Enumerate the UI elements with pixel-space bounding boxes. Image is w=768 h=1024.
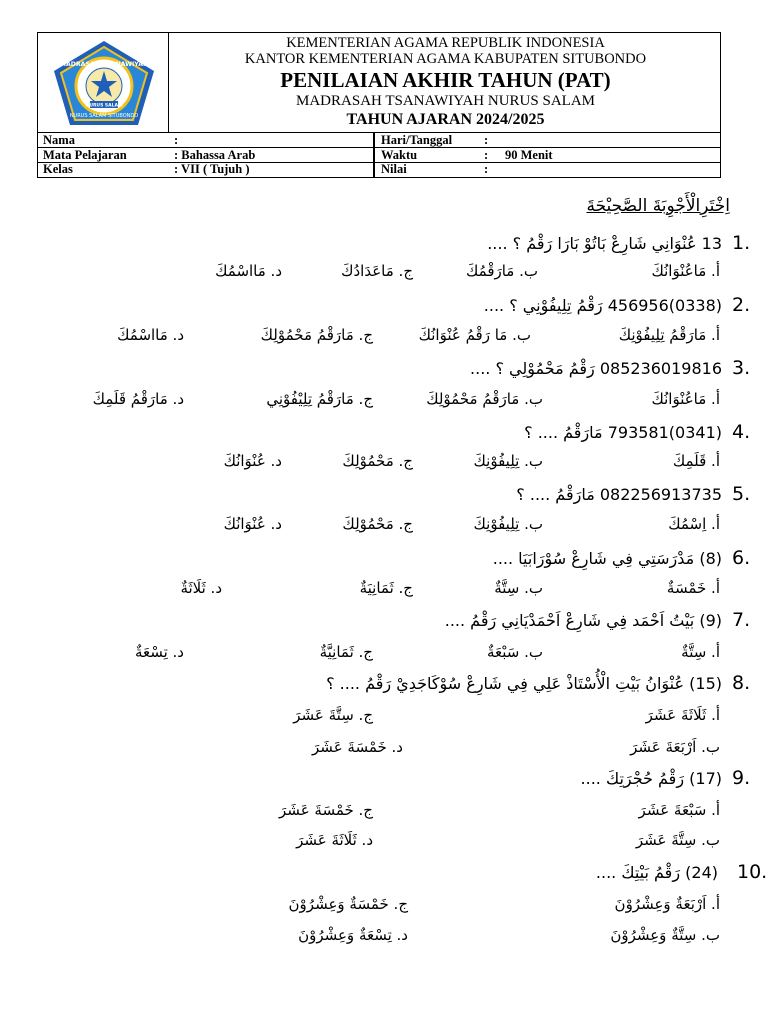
waktu-colon: : bbox=[484, 148, 489, 162]
ministry-line: KEMENTERIAN AGAMA REPUBLIK INDONESIA bbox=[286, 35, 605, 51]
question-number: 2. bbox=[732, 294, 751, 316]
option-a[interactable]: أ. قَلَمِكَ bbox=[672, 452, 720, 470]
school-name: MADRASAH TSANAWIYAH NURUS SALAM bbox=[296, 93, 595, 109]
nama-value: : bbox=[174, 133, 179, 147]
option-b[interactable]: ب. مَارَقْمُ مَحْمُوْلِكَ bbox=[426, 390, 543, 408]
info-row-line-2 bbox=[38, 162, 720, 163]
option-d[interactable]: د. ثَلَاثَةَ عَشَرَ bbox=[296, 831, 373, 849]
kelas-value: : VII ( Tujuh ) bbox=[174, 162, 250, 176]
option-d[interactable]: د. مَااسْمُكَ bbox=[215, 262, 282, 280]
option-c[interactable]: ج. ثَمَانِيَّةٌ bbox=[319, 643, 373, 661]
nama-label: Nama bbox=[43, 133, 75, 147]
question-text: 085236019816 رَقْمُ مَحْمُوْلِي ؟ .... bbox=[470, 359, 722, 378]
option-a[interactable]: أ. مَاعُنْوَانُكَ bbox=[651, 262, 720, 280]
waktu-value: 90 Menit bbox=[505, 148, 553, 162]
option-d[interactable]: د. تِسْعَةٌ bbox=[134, 643, 184, 661]
option-a[interactable]: أ. اَرْبَعَةٌ وَعِشْرُوْنَ bbox=[614, 895, 720, 913]
question-number: 9. bbox=[732, 767, 751, 789]
kelas-label: Kelas bbox=[43, 162, 73, 176]
logo-cell bbox=[38, 33, 169, 132]
question-number: 6. bbox=[732, 547, 751, 569]
question-number: 3. bbox=[732, 357, 751, 379]
question-text: 13 عُنْوَانِي شَارِعْ بَاتُوْ بَارَا رَقْمُ ؟ .... bbox=[487, 234, 722, 253]
option-d[interactable]: د. عُنْوَانُكَ bbox=[223, 452, 282, 470]
question-text: (15) عُنْوَانُ بَيْتِ الْأُسْتَاذْ عَلِي فِي شَارِعْ سُوْكَاجَدِيْ رَقْمُ .... ؟ bbox=[326, 674, 722, 693]
nilai-label: Nilai bbox=[381, 162, 407, 176]
option-b[interactable]: ب. سِتَّةٌ وَعِشْرُوْنَ bbox=[610, 926, 720, 944]
option-a[interactable]: أ. خَمْسَةٌ bbox=[666, 579, 720, 597]
mapel-label: Mata Pelajaran bbox=[43, 148, 127, 162]
option-c[interactable]: ج. مَارَقْمُ تِلِيْفُوْنِي bbox=[266, 390, 373, 408]
letterhead bbox=[169, 33, 722, 132]
mapel-value: : Bahassa Arab bbox=[174, 148, 256, 162]
option-d[interactable]: د. تِسْعَةٌ وَعِشْرُوْنَ bbox=[298, 926, 408, 944]
logo-badge: NURUS SALAM bbox=[85, 103, 123, 109]
option-b[interactable]: ب. تِلِيفُوْنِكَ bbox=[473, 515, 543, 533]
question-number: 8. bbox=[732, 672, 751, 694]
header-frame bbox=[37, 32, 721, 178]
option-b[interactable]: ب. تِلِيفُوْنِكَ bbox=[473, 452, 543, 470]
question-number: 7. bbox=[732, 609, 751, 631]
option-a[interactable]: أ. سِتَّةٌ bbox=[681, 643, 720, 661]
option-d[interactable]: د. مَااسْمُكَ bbox=[117, 326, 184, 344]
option-a[interactable]: أ. مَارَقْمُ تِلِيفُوْنِكَ bbox=[618, 326, 720, 344]
hari-label: Hari/Tanggal bbox=[381, 133, 453, 147]
question-text: 082256913735 مَارَقْمُ .... ؟ bbox=[516, 485, 722, 504]
option-a[interactable]: أ. سَبْعَةَ عَشَرَ bbox=[638, 801, 720, 819]
option-b[interactable]: ب. مَارَقْمُكَ bbox=[466, 262, 538, 280]
question-number: 1. bbox=[732, 232, 751, 254]
question-text: (24) رَقْمُ بَيْتِكَ .... bbox=[595, 863, 718, 882]
question-text: (8) مَدْرَسَتِي فِي شَارِعْ سُوْرَابَيَا .... bbox=[492, 549, 722, 568]
info-divider bbox=[373, 133, 375, 177]
option-b[interactable]: ب. سِتَّةَ عَشَرَ bbox=[635, 831, 720, 849]
option-d[interactable]: د. عُنْوَانُكَ bbox=[223, 515, 282, 533]
hari-value: : bbox=[484, 133, 489, 147]
madrasah-logo bbox=[52, 39, 156, 127]
question-number: 10. bbox=[737, 861, 768, 883]
option-c[interactable]: ج. مَحْمُوْلِكَ bbox=[342, 515, 413, 533]
question-number: 5. bbox=[732, 483, 751, 505]
instruction: اِخْتَرِالْأَجْوِبَةَ الصَّحِيْحَةَ bbox=[586, 196, 730, 216]
nilai-value: : bbox=[484, 162, 489, 176]
option-b[interactable]: ب. مَا رَقْمُ عُنْوَانُكَ bbox=[418, 326, 531, 344]
waktu-label: Waktu bbox=[381, 148, 418, 162]
option-d[interactable]: د. ثَلَاثَةٌ bbox=[180, 579, 222, 597]
option-b[interactable]: ب. اَرْبَعَةَ عَشَرَ bbox=[630, 738, 720, 756]
question-text: (0341)793581 مَارَقْمُ .... ؟ bbox=[524, 423, 722, 442]
option-c[interactable]: ج. ثَمَانِيَةٌ bbox=[359, 579, 413, 597]
option-a[interactable]: أ. مَاعُنْوَانُكَ bbox=[651, 390, 720, 408]
logo-top-text: MADRASAH TSANAWIYAH bbox=[59, 61, 149, 68]
student-info-table bbox=[38, 132, 720, 177]
exam-title: PENILAIAN AKHIR TAHUN (PAT) bbox=[280, 68, 611, 92]
option-a[interactable]: أ. اِسْمُكَ bbox=[668, 515, 720, 533]
question-text: (9) بَيْتُ اَحْمَد فِي شَارِعْ اَحْمَدْيَانِي رَقْمُ .... bbox=[444, 611, 722, 630]
option-c[interactable]: ج. مَحْمُوْلِكَ bbox=[342, 452, 413, 470]
question-number: 4. bbox=[732, 421, 751, 443]
logo-bottom-text: NURUS SALAM SITUBONDO bbox=[69, 113, 139, 119]
academic-year: TAHUN AJARAN 2024/2025 bbox=[346, 111, 545, 128]
option-c[interactable]: ج. مَارَقْمُ مَحْمُوْلِكَ bbox=[260, 326, 373, 344]
option-d[interactable]: د. خَمْسَةَ عَشَرَ bbox=[312, 738, 403, 756]
info-row-line-1 bbox=[38, 147, 720, 148]
option-a[interactable]: أ. ثَلَاثَةَ عَشَرَ bbox=[645, 706, 720, 724]
option-b[interactable]: ب. سِتَّةٌ bbox=[494, 579, 543, 597]
option-b[interactable]: ب. سَبْعَةٌ bbox=[486, 643, 543, 661]
option-c[interactable]: ج. خَمْسَةَ عَشَرَ bbox=[279, 801, 373, 819]
option-c[interactable]: ج. خَمْسَةٌ وَعِشْرُوْنَ bbox=[288, 895, 408, 913]
question-text: (0338)456956 رَقْمُ تِلِيفُوْنِي ؟ .... bbox=[483, 296, 722, 315]
question-text: (17) رَقْمُ حُجْرَتِكَ .... bbox=[580, 769, 722, 788]
option-c[interactable]: ج. مَاعَدَادُكَ bbox=[341, 262, 413, 280]
office-line: KANTOR KEMENTERIAN AGAMA KABUPATEN SITUBONDO bbox=[244, 51, 647, 67]
option-d[interactable]: د. مَارَقْمُ قَلَمِكَ bbox=[92, 390, 184, 408]
option-c[interactable]: ج. سِتَّةَ عَشَرَ bbox=[293, 706, 373, 724]
